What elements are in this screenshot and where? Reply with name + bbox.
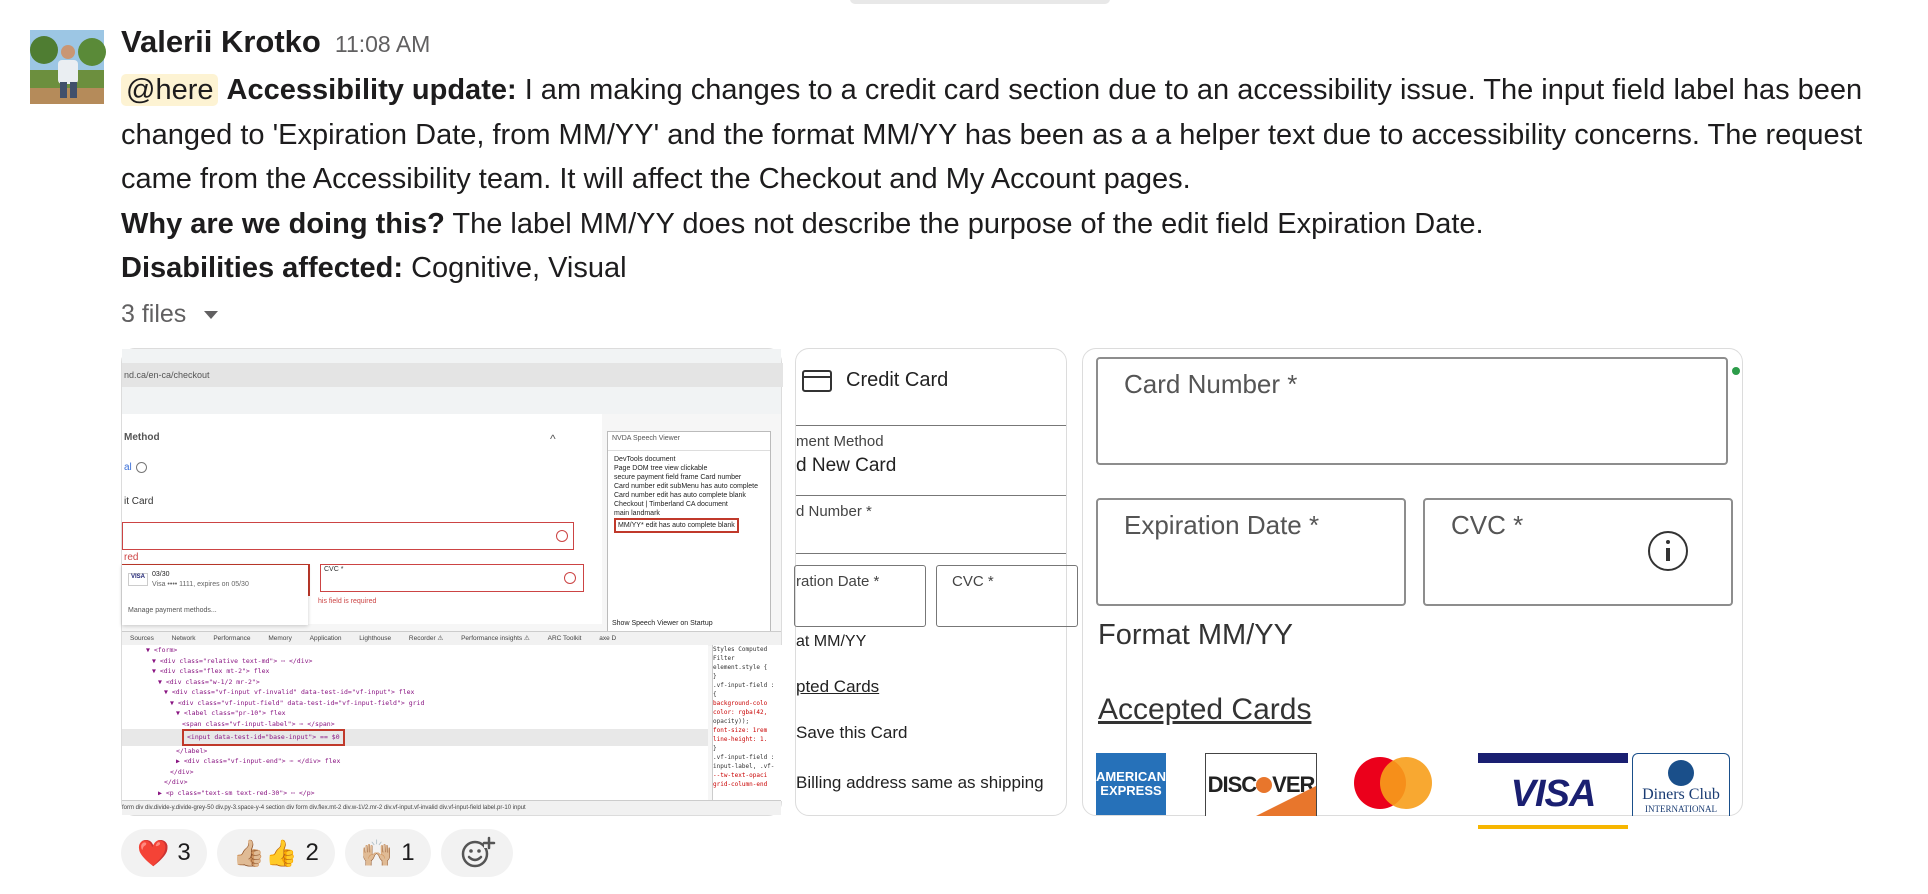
format-helper-text: Format MM/YY <box>1098 619 1293 651</box>
credit-card-icon <box>802 370 832 392</box>
dom-selected-line <box>122 729 708 746</box>
dom-line: </div> <box>164 778 188 786</box>
manage-payment-link: Manage payment methods... <box>128 607 217 614</box>
files-count: 3 files <box>121 300 187 328</box>
field-required-text: his field is required <box>318 598 377 605</box>
accepted-cards-link: pted Cards <box>796 677 880 696</box>
discover-logo <box>1205 753 1317 816</box>
devtools-tab: Recorder ⚠ <box>408 635 444 642</box>
dom-line: ▼ <div class="relative text-md"> ⋯ </div> <box>152 656 313 665</box>
file-thumbnail-devtools[interactable] <box>121 348 782 816</box>
here-mention[interactable]: @here <box>121 74 218 106</box>
style-line: font-size: 1rem <box>713 727 768 734</box>
devtools-tabs <box>122 631 781 646</box>
cvc-label: CVC * <box>952 573 994 590</box>
styles-pane <box>712 645 782 801</box>
devtools-tab: Performance insights ⚠ <box>461 635 530 642</box>
info-icon <box>1648 531 1688 571</box>
dom-line: </div> <box>170 767 194 776</box>
mastercard-logo <box>1348 753 1438 815</box>
devtools-tab: axe D <box>599 635 617 642</box>
sv-line: DevTools document <box>614 456 676 463</box>
billing-same-option: Billing address same as shipping <box>796 773 1044 792</box>
cvc-field-preview <box>320 564 584 592</box>
chevron-up-icon: ^ <box>550 432 556 446</box>
visa-mini-logo: VISA <box>128 573 148 586</box>
accepted-cards-link: Accepted Cards <box>1098 693 1312 726</box>
devtools-tab: Memory <box>268 635 292 642</box>
devtools-tab: ARC Toolkit <box>547 635 582 642</box>
dom-line: ▶ <div class="vf-input-end"> ⋯ </div> flex <box>176 757 341 765</box>
speech-viewer-body <box>608 451 770 537</box>
payment-method-value: d New Card <box>796 455 897 476</box>
diners-logo-top: Diners Club <box>1642 786 1720 803</box>
style-line: background-colo <box>713 700 768 707</box>
why-text: The label MM/YY does not describe the purpose of the edit field Expiration Date. <box>444 207 1484 240</box>
style-line: .vf-input-field : <box>713 682 775 689</box>
card-number-label: Card Number * <box>1124 369 1298 399</box>
reaction-count: 1 <box>401 839 415 866</box>
sv-line: Checkout | Timberland CA document <box>614 501 728 508</box>
sv-line: Card number edit has auto complete blank <box>614 492 746 499</box>
style-line: { <box>713 691 717 698</box>
heart-icon: ❤️ <box>137 838 170 868</box>
style-line: opacity)); <box>713 718 750 725</box>
reaction-heart[interactable] <box>121 829 207 877</box>
disabilities-text: Cognitive, Visual <box>403 252 627 284</box>
dom-line: ▼ <label class="pr-10"> flex <box>176 709 286 717</box>
add-emoji-icon <box>460 836 494 870</box>
style-line: line-height: 1. <box>713 736 768 743</box>
dom-line: </label> <box>176 746 208 755</box>
payment-method-label: Method <box>124 432 160 443</box>
style-line: .vf-input-field : <box>713 754 775 761</box>
dom-line: ▼ <div class="vf-input-field" data-test-id="vf-input-field"> grid <box>170 698 425 707</box>
discover-swoosh <box>1256 786 1316 816</box>
devtools-tab: Sources <box>130 635 154 642</box>
credit-card-label: Credit Card <box>846 369 949 391</box>
devtools-tab: Application <box>309 635 342 642</box>
saved-card-sub: Visa •••• 1111, expires on 05/30 <box>152 581 249 588</box>
disabilities-label: Disabilities affected: <box>121 252 404 284</box>
reactions-bar <box>121 829 513 877</box>
format-helper-text: at MM/YY <box>796 633 867 650</box>
divider <box>796 425 1066 426</box>
style-line: element.style { <box>713 664 768 671</box>
style-line: grid-column-end <box>713 781 768 788</box>
status-dot-icon <box>1732 367 1740 375</box>
raised-hands-icon: 🙌🏼 <box>360 838 394 868</box>
style-line: color: rgba(42, <box>713 709 768 716</box>
amex-logo-bottom: EXPRESS <box>1100 783 1162 798</box>
discover-logo-text-end: VER <box>1272 772 1315 797</box>
browser-urlbar <box>122 349 781 414</box>
reaction-count: 2 <box>305 839 319 866</box>
reaction-thumbsup[interactable] <box>217 829 335 877</box>
diners-club-logo <box>1632 753 1730 816</box>
reaction-raised-hands[interactable] <box>345 829 431 877</box>
card-number-input <box>1096 357 1728 465</box>
why-label: Why are we doing this? <box>121 207 445 240</box>
update-body: I am making changes to a credit card section due to an accessibility issue. The input field label has been changed to 'Expiration Date, from MM/YY' and the format MM/YY has been as a a helper text due to accessibility concerns. The request came from the Accessibility team. It will affect the Checkout and My Account pages. <box>121 74 1863 195</box>
caret-down-icon <box>204 311 218 319</box>
devtools-tab: Network <box>171 635 196 642</box>
card-number-field-preview <box>122 522 574 550</box>
reaction-count: 3 <box>177 839 191 866</box>
expiration-date-label: ration Date * <box>796 573 880 590</box>
message-body <box>121 68 1921 291</box>
message-header <box>121 24 430 64</box>
style-line: input-label, .vf- <box>713 763 775 770</box>
diners-logo-bottom: INTERNATIONAL <box>1645 804 1717 814</box>
paypal-fragment: al <box>124 462 132 473</box>
browser-url: nd.ca/en-ca/checkout <box>122 363 783 387</box>
dom-line: <span class="vf-input-label"> ⋯ </span> <box>182 719 335 728</box>
credit-card-heading <box>802 369 948 392</box>
error-icon <box>564 572 576 584</box>
style-line: --tw-text-opaci <box>713 772 768 779</box>
dom-line: ▼ <div class="vf-input vf-invalid" data-test-id="vf-input"> flex <box>164 688 415 696</box>
card-number-label: d Number * <box>796 503 872 520</box>
diners-circle-icon <box>1668 760 1694 786</box>
dom-breadcrumb: form div div.divide-y.divide-grey-50 div.py-3.space-y-4 section div form div.flex.mt-2 div.w-1\/2.mr-2 div.vf-input.vf-invalid div.vf-input-field label.pr-10 input <box>122 800 781 815</box>
saved-card-dropdown <box>122 565 308 625</box>
info-small-icon <box>136 462 147 473</box>
sv-line: secure payment field frame Card number <box>614 474 742 481</box>
dom-line: ▼ <form> <box>146 646 178 654</box>
style-line: } <box>713 745 717 752</box>
dom-line: ▼ <div class="w-1/2 mr-2"> <box>158 677 260 686</box>
error-icon <box>556 530 568 542</box>
credit-card-fragment: it Card <box>124 496 154 507</box>
timestamp[interactable]: 11:08 AM <box>334 31 431 57</box>
why-line <box>121 202 1921 247</box>
author-name[interactable]: Valerii Krotko <box>121 24 321 59</box>
sv-line: main landmark <box>614 510 660 517</box>
disabilities-line <box>121 246 1921 291</box>
top-divider <box>850 0 1110 4</box>
file-thumbnail-card-form[interactable] <box>1082 348 1743 816</box>
required-fragment: red <box>124 552 139 563</box>
dom-line: ▶ <p class="text-sm text-red-30"> ⋯ </p> <box>158 788 315 797</box>
message-paragraph <box>121 68 1921 202</box>
divider <box>796 553 1066 554</box>
dom-tree <box>122 645 708 801</box>
sv-line: Card number edit subMenu has auto complete <box>614 483 758 490</box>
thumbs-up-icon: 👍🏼👍 <box>232 838 298 868</box>
devtools-tab: Lighthouse <box>359 635 392 642</box>
files-toggle[interactable] <box>121 300 218 329</box>
cvc-label-preview: CVC * <box>324 566 344 573</box>
save-card-option: Save this Card <box>796 723 908 742</box>
sv-highlighted-line: MM/YY* edit has auto complete blank <box>614 518 739 533</box>
add-reaction-button[interactable] <box>441 829 513 877</box>
discover-logo-text: DISC <box>1207 772 1257 797</box>
saved-card-title: 03/30 <box>152 571 170 578</box>
cvc-label: CVC * <box>1451 510 1524 540</box>
expiration-date-label: Expiration Date * <box>1124 510 1320 540</box>
selected-input-node: <input data-test-id="base-input"> == $0 <box>182 729 345 746</box>
dom-line: ▼ <div class="flex mt-2"> flex <box>152 667 270 675</box>
style-line: Filter <box>713 655 735 662</box>
nvda-speech-viewer <box>607 431 771 633</box>
speech-viewer-footer: Show Speech Viewer on Startup <box>612 620 713 627</box>
devtools-tab: Performance <box>213 635 251 642</box>
style-line: } <box>713 673 717 680</box>
sv-line: Page DOM tree view clickable <box>614 465 708 472</box>
visa-logo-text: VISA <box>1510 772 1596 815</box>
divider <box>796 495 1066 496</box>
payment-method-label: ment Method <box>796 433 884 450</box>
speech-viewer-title: NVDA Speech Viewer <box>608 432 770 451</box>
amex-logo <box>1096 753 1166 815</box>
update-title: Accessibility update: <box>226 74 517 106</box>
amex-logo-top: AMERICAN <box>1095 769 1167 784</box>
expiration-date-input <box>1096 498 1406 606</box>
style-line: Styles Computed <box>713 646 768 653</box>
avatar[interactable] <box>30 30 104 104</box>
file-thumbnail-checkout-form[interactable] <box>795 348 1067 816</box>
visa-logo <box>1478 753 1628 829</box>
